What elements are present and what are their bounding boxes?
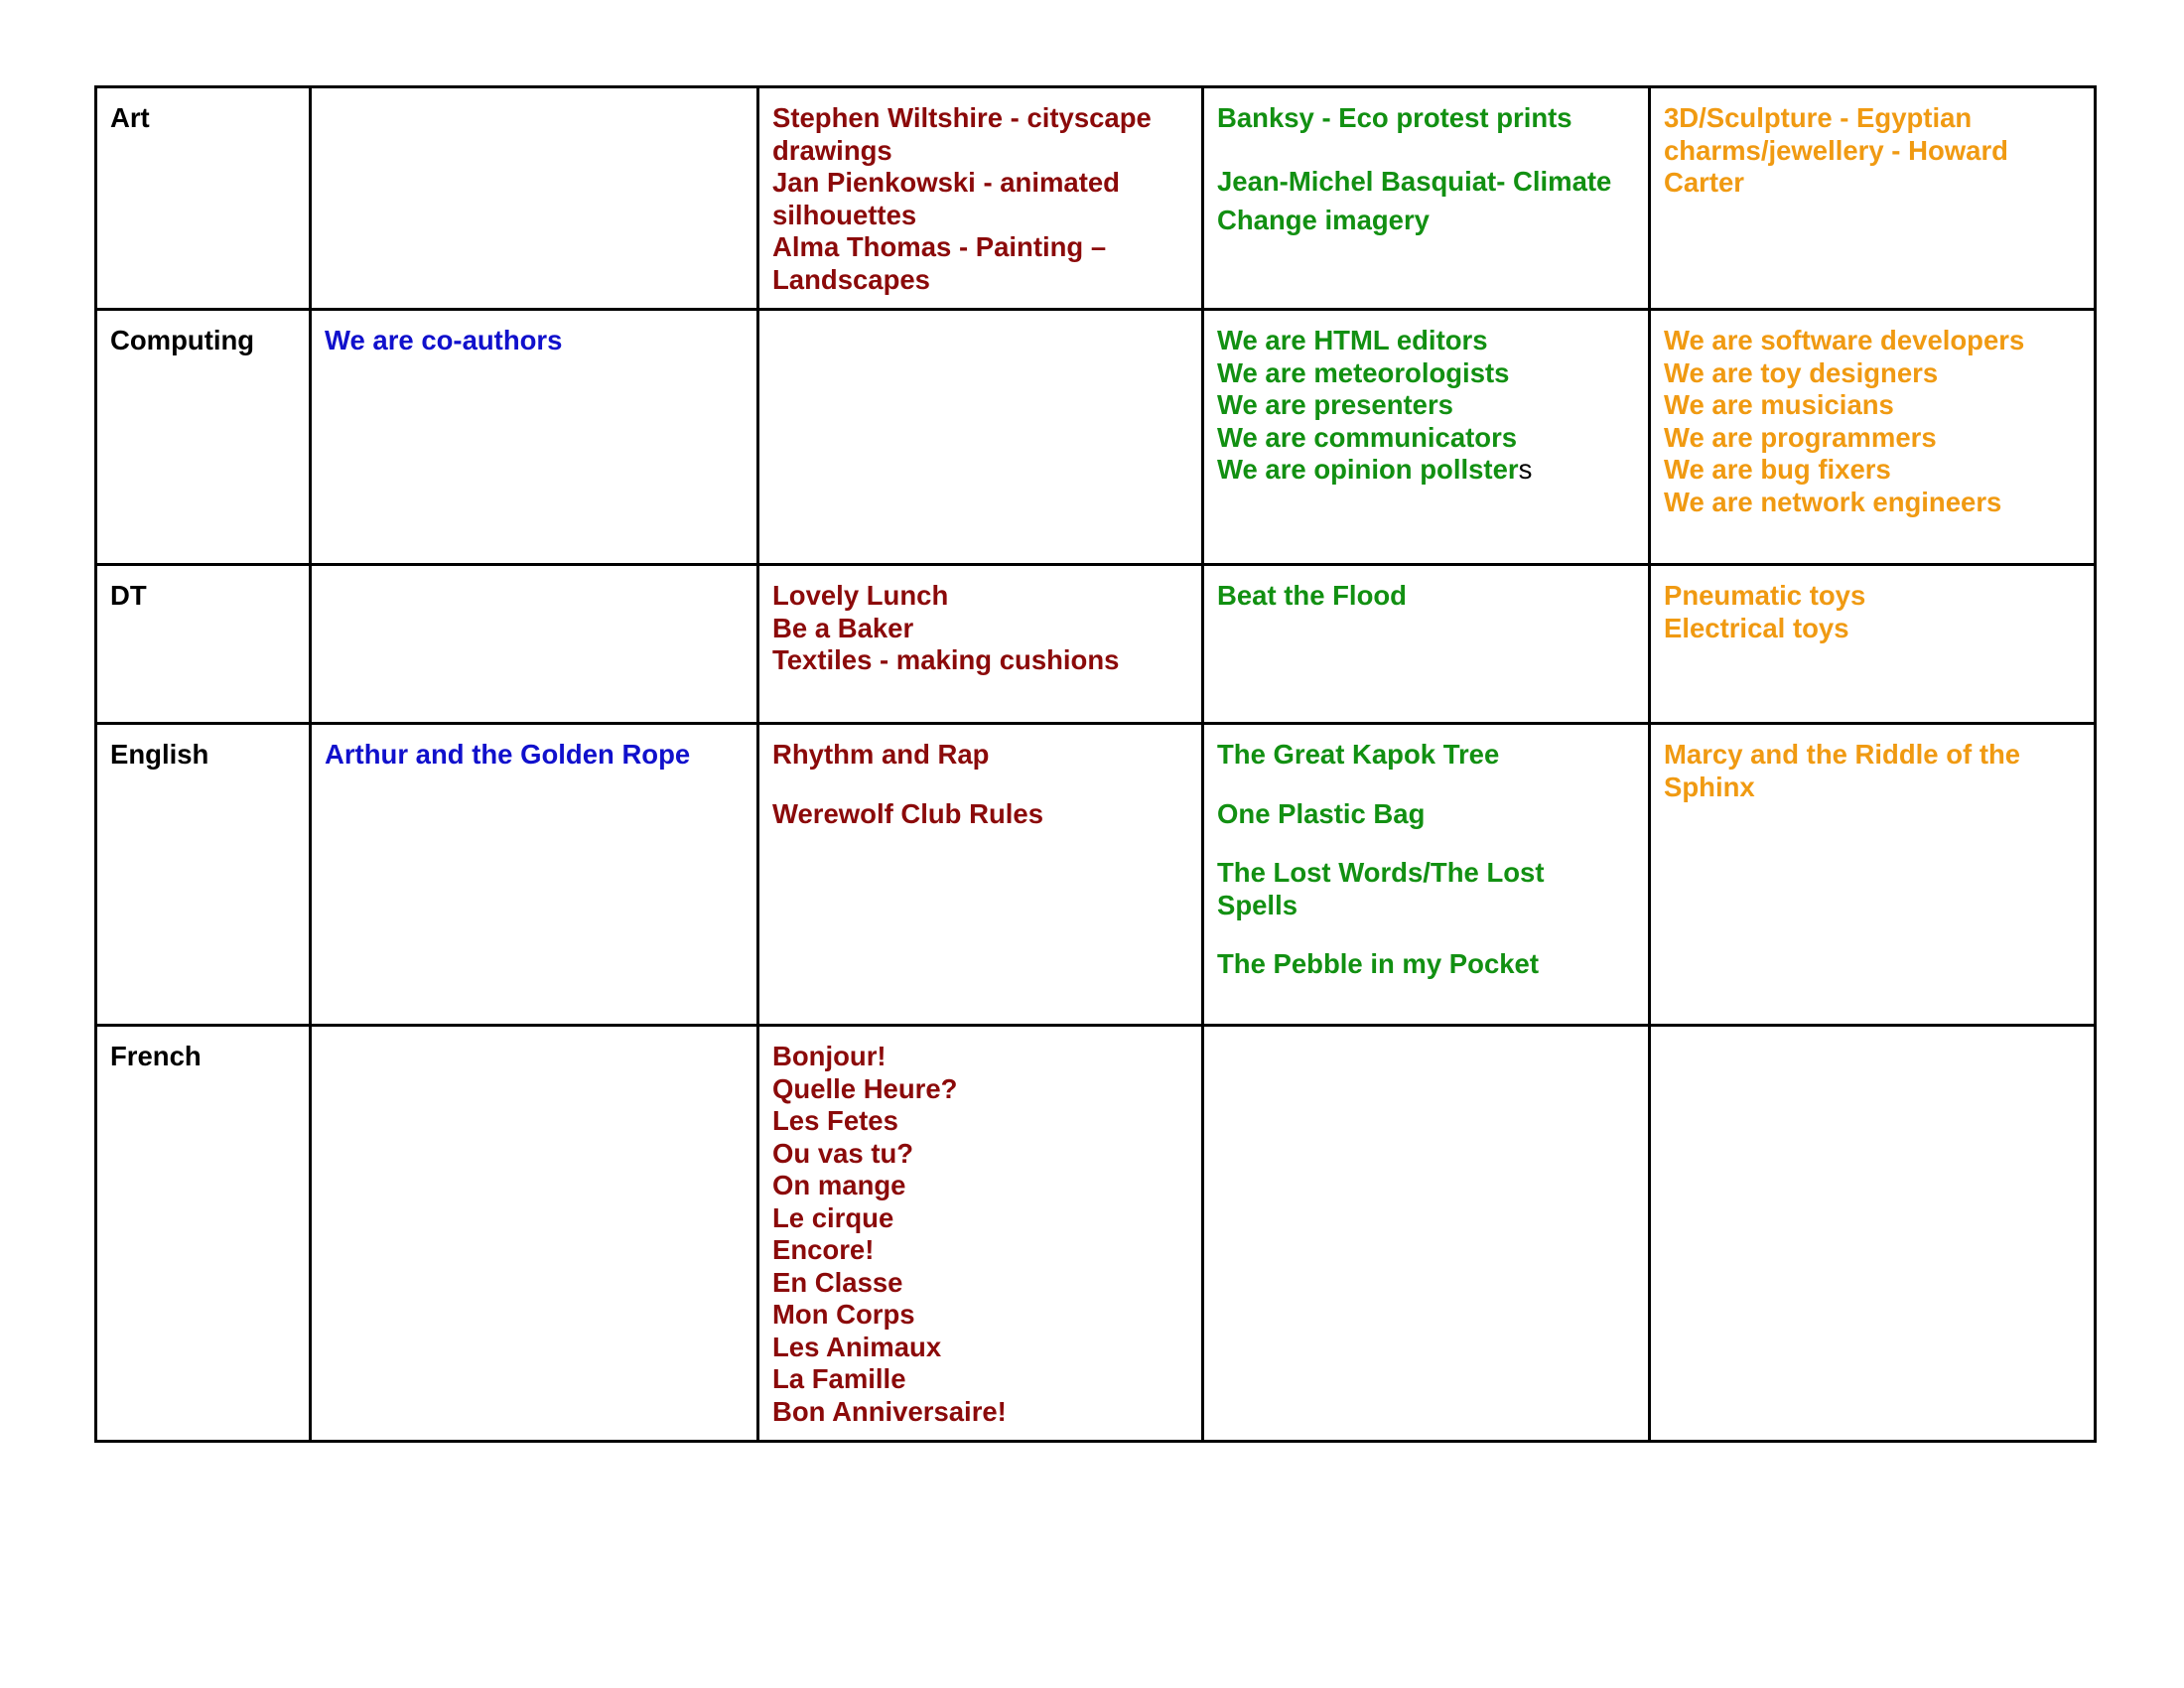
cell-line: Electrical toys (1664, 612, 1849, 643)
cell-line: Jean-Michel Basquiat- Climate (1217, 165, 1612, 197)
table-cell (758, 565, 1203, 724)
subject-cell: French (96, 1026, 311, 1442)
cell-line: We are musicians (1664, 389, 1894, 420)
table-cell (1650, 1026, 2096, 1442)
cell-line: silhouettes (772, 199, 917, 230)
table-cell (758, 724, 1203, 1026)
subject-cell: DT (96, 565, 311, 724)
cell-line: Ou vas tu? (772, 1137, 914, 1169)
cell-line: Change imagery (1217, 204, 1430, 235)
cell-line: Landscapes (772, 263, 930, 295)
table-cell (1650, 310, 2096, 565)
table-row-english (96, 724, 2096, 1026)
cell-line: The Great Kapok Tree (1217, 739, 1500, 770)
cell-line: We are network engineers (1664, 486, 2002, 517)
cell-line: charms/jewellery - Howard (1664, 134, 2008, 166)
subject-cell: Art (96, 87, 311, 310)
table-cell (1203, 310, 1650, 565)
table-cell (758, 310, 1203, 565)
table-cell (758, 87, 1203, 310)
subject-cell: English (96, 724, 311, 1026)
cell-line: Bonjour! (772, 1041, 887, 1071)
cell-line: We are toy designers (1664, 356, 1939, 388)
cell-line: We are co-authors (325, 325, 563, 355)
cell-line: On mange (772, 1170, 906, 1200)
cell-line: We are bug fixers (1664, 454, 1891, 485)
cell-line: The Lost Words/The Lost (1217, 857, 1545, 888)
table-cell (311, 87, 758, 310)
cell-line: Sphinx (1664, 771, 1755, 802)
cell-line: We are presenters (1217, 389, 1453, 420)
table-cell (1650, 724, 2096, 1026)
cell-line: Quelle Heure? (772, 1072, 958, 1104)
cell-line-text: We are opinion pollster (1217, 454, 1519, 485)
table-cell (1650, 565, 2096, 724)
cell-line: Pneumatic toys (1664, 580, 1866, 611)
cell-line: Stephen Wiltshire - cityscape (772, 102, 1152, 133)
cell-line: One Plastic Bag (1217, 797, 1426, 829)
table-cell (1650, 87, 2096, 310)
cell-line: Arthur and the Golden Rope (325, 739, 691, 770)
subject-cell: Computing (96, 310, 311, 565)
table-cell (311, 724, 758, 1026)
table-row-computing (96, 310, 2096, 565)
cell-line: En Classe (772, 1266, 903, 1298)
cell-line: Encore! (772, 1234, 875, 1265)
cell-line: Textiles - making cushions (772, 644, 1120, 675)
cell-line: La Famille (772, 1363, 906, 1394)
cell-line: The Pebble in my Pocket (1217, 948, 1539, 979)
cell-line: We are programmers (1664, 421, 1937, 453)
table-cell (311, 1026, 758, 1442)
table-row-dt (96, 565, 2096, 724)
cell-line: Marcy and the Riddle of the (1664, 739, 2021, 770)
table-cell (1203, 1026, 1650, 1442)
cell-line: 3D/Sculpture - Egyptian (1664, 102, 1973, 133)
cell-line: We are meteorologists (1217, 356, 1510, 388)
cell-line: Le cirque (772, 1201, 894, 1233)
cell-line: Banksy - Eco protest prints (1217, 102, 1572, 133)
cell-line: Lovely Lunch (772, 580, 949, 611)
cell-line: Jan Pienkowski - animated (772, 167, 1120, 198)
table-row-french (96, 1026, 2096, 1442)
cell-line: Carter (1664, 167, 1745, 198)
cell-line: Spells (1217, 889, 1298, 920)
cell-line: Be a Baker (772, 612, 914, 643)
cell-line: Bon Anniversaire! (772, 1395, 1007, 1427)
cell-line: Mon Corps (772, 1299, 915, 1330)
table-cell (1203, 724, 1650, 1026)
cell-line: Beat the Flood (1217, 580, 1407, 611)
cell-line-tail: s (1518, 454, 1533, 485)
cell-line: We are communicators (1217, 421, 1518, 453)
table-cell (758, 1026, 1203, 1442)
cell-line (1217, 454, 1635, 487)
cell-line: Rhythm and Rap (772, 739, 990, 770)
cell-line: Les Fetes (772, 1105, 898, 1136)
cell-line: drawings (772, 134, 892, 166)
cell-line: Alma Thomas - Painting – (772, 231, 1107, 262)
table-cell (311, 565, 758, 724)
table-cell (311, 310, 758, 565)
table-row-art (96, 87, 2096, 310)
cell-line: Les Animaux (772, 1331, 942, 1362)
cell-line: We are software developers (1664, 325, 2025, 355)
curriculum-table (94, 85, 2097, 1443)
table-cell (1203, 87, 1650, 310)
table-cell (1203, 565, 1650, 724)
cell-line: We are HTML editors (1217, 325, 1488, 355)
cell-line: Werewolf Club Rules (772, 797, 1043, 829)
